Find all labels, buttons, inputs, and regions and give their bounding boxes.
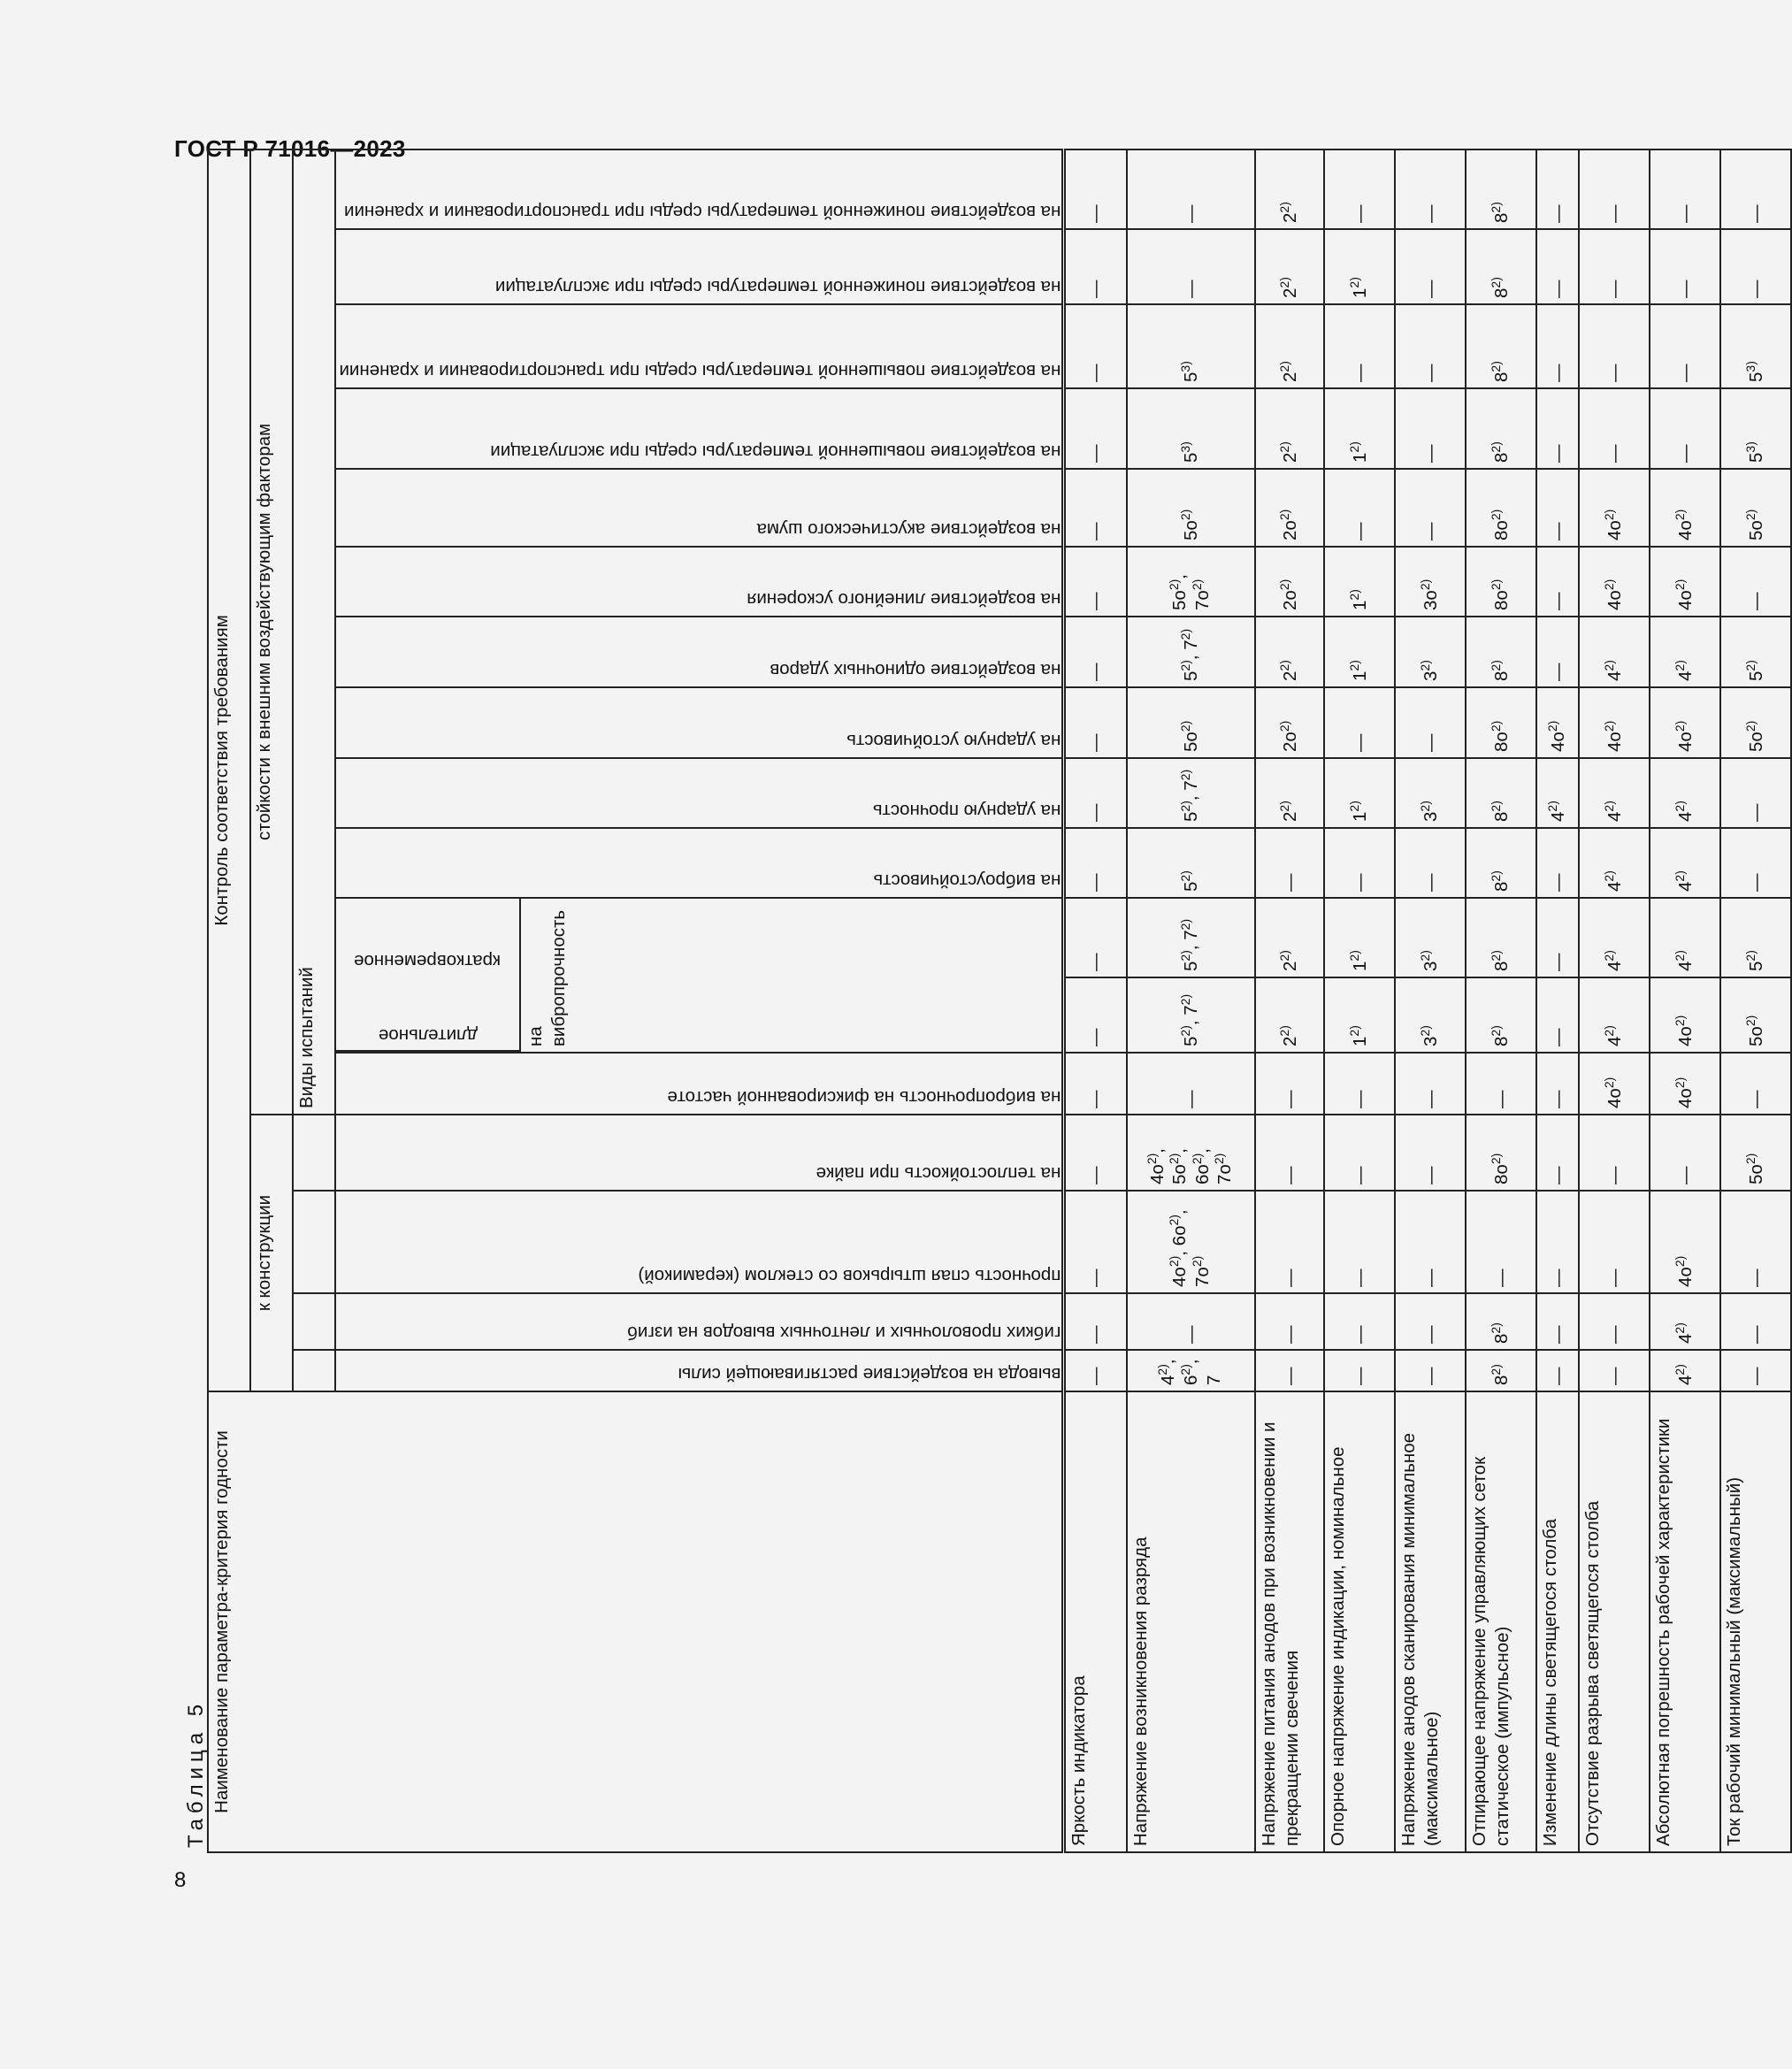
table-cell: — [1395,469,1466,547]
table-cell: 8$^{2)}$ [1466,977,1536,1053]
table-cell: 5$^{2)}$ [1127,828,1255,898]
table-cell: 1$^{2)}$ [1324,898,1395,977]
table-cell: — [1536,149,1579,229]
column-header: на вибропрочность на фиксированной частоте [335,1053,1063,1115]
column-header: на воздействие одиночных ударов [335,617,1063,687]
parameter-name: Абсолютная погрешность рабочей характеристики [1650,1391,1720,1852]
column-header: на ударную прочность [335,758,1063,828]
table-cell: — [1579,1191,1650,1293]
table-cell: — [1579,1350,1650,1391]
parameter-name: Напряжение анодов сканирования минимальное (максимальное) [1395,1391,1466,1852]
column-header: вывода на воздействие растягивающей силы [335,1350,1063,1391]
table-cell: — [1395,149,1466,229]
table-cell: — [1720,1293,1791,1350]
table-cell: 8$^{2)}$ [1466,828,1536,898]
table-cell: $4о^{2)}$ [1650,547,1720,617]
document-header: ГОСТ Р 71016—2023 [174,135,406,162]
table-cell: 4$^{2)}$ [1579,758,1650,828]
table-cell: — [1063,1115,1127,1191]
table-cell: 4$^{2)}$ [1650,898,1720,977]
parameter-name: Опорное напряжение индикации, номинальное [1324,1391,1395,1852]
table-cell: — [1720,1191,1791,1293]
table-cell: — [1395,1053,1466,1115]
table-row [1720,149,1791,1852]
table-cell: — [1579,149,1650,229]
table-cell: — [1579,1293,1650,1350]
vibration-long-header: длительное [336,976,519,1052]
rotated-table-container [207,201,1766,1853]
table-cell: 1$^{2)}$ [1324,388,1395,469]
table-cell: — [1536,547,1579,617]
column-header: на ударную устойчивость [335,687,1063,758]
table-cell: $4о^{2)}$ [1650,977,1720,1053]
table-cell: 3$^{2)}$ [1395,977,1466,1053]
table-row [1324,149,1395,1852]
parameter-name: Напряжение возникновения разряда [1127,1391,1255,1852]
table-cell: $4о^{2)}$, $5о^{2)}$, $6о^{2)}$, $7о^{2)}$ [1127,1115,1255,1191]
table-cell: 2$^{2)}$ [1255,388,1324,469]
table-cell: — [1650,149,1720,229]
construction-spacer [293,1350,335,1391]
table-cell: $2о^{2)}$ [1255,469,1324,547]
table-cell: — [1255,828,1324,898]
table-cell: — [1650,388,1720,469]
vibration-short-header: кратковременное [354,950,502,971]
table-cell: — [1127,1293,1255,1350]
table-cell: — [1536,388,1579,469]
construction-spacer [293,1191,335,1293]
table-cell: — [1063,617,1127,687]
table-cell: — [1720,149,1791,229]
table-cell: — [1536,1115,1579,1191]
table-cell: 2$^{2)}$ [1255,229,1324,304]
table-cell: — [1324,828,1395,898]
table-cell: 4$^{2)}$ [1650,1350,1720,1391]
table-cell: $5о^{2)}$ [1720,1115,1791,1191]
table-cell: 1$^{2)}$ [1324,617,1395,687]
table-cell: 4$^{2)}$ [1650,758,1720,828]
table-cell: — [1063,898,1127,977]
table-cell: 1$^{2)}$ [1324,977,1395,1053]
table-cell: — [1255,1053,1324,1115]
construction-spacer [293,1115,335,1191]
table-cell: — [1063,469,1127,547]
table-cell: — [1063,758,1127,828]
table-cell: — [1536,229,1579,304]
table-cell: — [1255,1115,1324,1191]
table-cell: 3$^{2)}$ [1395,898,1466,977]
column-header: на воздействие повышенной температуры среды при эксплуатации [335,388,1063,469]
table-cell: $5о^{2)}$, $7о^{2)}$ [1127,547,1255,617]
vibration-group-header [335,898,1063,1053]
table-cell: 8$^{2)}$ [1466,149,1536,229]
table-row [1579,149,1650,1852]
requirements-table [207,149,1792,1853]
page-number: 8 [174,1868,187,1892]
parameter-name: Изменение длины светящегося столба [1536,1391,1579,1852]
column-header: на виброустойчивость [335,828,1063,898]
table-cell: $4о^{2)}$ [1579,547,1650,617]
table-cell: — [1127,149,1255,229]
table-cell: — [1650,304,1720,388]
table-cell: 3$^{2)}$ [1395,617,1466,687]
table-cell: — [1063,687,1127,758]
table-cell: — [1395,1191,1466,1293]
table-cell: — [1063,304,1127,388]
table-cell: — [1579,304,1650,388]
table-cell: $8о^{2)}$ [1466,1115,1536,1191]
table-cell: $4о^{2)}$ [1579,687,1650,758]
table-cell: — [1395,828,1466,898]
table-cell: — [1536,828,1579,898]
table-cell: $4о^{2)}$ [1650,1191,1720,1293]
table-cell: $8о^{2)}$ [1466,469,1536,547]
table-cell: — [1324,469,1395,547]
table-cell: 5$^{2)}$, 7$^{2)}$ [1127,898,1255,977]
table-cell: $5о^{2)}$ [1720,469,1791,547]
column-header: на воздействие акустического шума [335,469,1063,547]
table-cell: — [1579,1115,1650,1191]
column-header: на теплостойкость при пайке [335,1115,1063,1191]
table-cell: — [1063,828,1127,898]
table-cell: — [1650,1115,1720,1191]
table-cell: — [1324,1053,1395,1115]
table-cell: — [1536,898,1579,977]
table-cell: — [1466,1191,1536,1293]
construction-header: к конструкции [250,1115,293,1391]
resistance-header: стойкости к внешним воздействующим факторам [250,149,293,1115]
table-row [1536,149,1579,1852]
table-cell: $2о^{2)}$ [1255,547,1324,617]
table-cell: — [1536,617,1579,687]
table-cell: — [1720,547,1791,617]
table-cell: — [1395,1350,1466,1391]
parameter-name: Напряжение питания анодов при возникновении и прекращении свечения [1255,1391,1324,1852]
parameter-name: Ток рабочий минимальный (максимальный) [1720,1391,1791,1852]
table-cell: 8$^{2)}$ [1466,1293,1536,1350]
table-cell: 5$^{2)}$, 7$^{2)}$ [1127,617,1255,687]
test-types-header: Виды испытаний [293,149,335,1115]
table-cell: 5$^{2)}$, 7$^{2)}$ [1127,977,1255,1053]
parameter-name: Отпирающее напряжение управляющих сеток статическое (импульсное) [1466,1391,1536,1852]
param-header: Наименование параметра-критерия годности [208,1391,1063,1852]
control-header: Контроль соответствия требованиям [208,149,250,1391]
table-cell: — [1536,304,1579,388]
table-cell: — [1395,1115,1466,1191]
table-cell: 8$^{2)}$ [1466,758,1536,828]
table-cell: — [1395,304,1466,388]
table-cell: $4о^{2)}$ [1650,469,1720,547]
table-cell: — [1255,1350,1324,1391]
column-header: прочность спая штырьков со стеклом (керамикой) [335,1191,1063,1293]
table-cell: $5о^{2)}$ [1720,687,1791,758]
table-cell: — [1324,1293,1395,1350]
column-header: на воздействие пониженной температуры среды при транспортировании и хранении [335,149,1063,229]
table-cell: 8$^{2)}$ [1466,304,1536,388]
table-cell: — [1579,229,1650,304]
table-row [1255,149,1324,1852]
column-header: на воздействие повышенной температуры среды при транспортировании и хранении [335,304,1063,388]
table-row [1127,149,1255,1852]
table-cell: 5$^{3)}$ [1127,388,1255,469]
table-cell: — [1063,1350,1127,1391]
table-cell: 1$^{2)}$ [1324,547,1395,617]
table-cell: — [1536,977,1579,1053]
column-header: на воздействие линейного ускорения [335,547,1063,617]
table-cell: — [1536,1350,1579,1391]
table-cell: — [1720,1350,1791,1391]
table-row [1466,149,1536,1852]
table-cell: $4о^{2)}$ [1579,1053,1650,1115]
table-row [1395,149,1466,1852]
table-cell: 8$^{2)}$ [1466,1350,1536,1391]
table-cell: 2$^{2)}$ [1255,977,1324,1053]
table-cell: 4$^{2)}$ [1579,617,1650,687]
table-cell: — [1720,1053,1791,1115]
table-cell: — [1063,1293,1127,1350]
table-cell: — [1063,149,1127,229]
table-cell: 8$^{2)}$ [1466,898,1536,977]
table-cell: $3о^{2)}$ [1395,547,1466,617]
table-cell: $8о^{2)}$ [1466,547,1536,617]
table-cell: — [1324,687,1395,758]
table-cell: — [1127,229,1255,304]
table-cell: — [1536,1053,1579,1115]
table-cell: $8о^{2)}$ [1466,687,1536,758]
table-cell: 4$^{2)}$ [1650,828,1720,898]
table-cell: 5$^{3)}$ [1720,304,1791,388]
table-cell: 4$^{2)}$ [1536,758,1579,828]
construction-spacer [293,1293,335,1350]
parameter-name: Яркость индикатора [1063,1391,1127,1852]
table-cell: — [1536,1293,1579,1350]
table-cell: — [1063,1053,1127,1115]
table-cell: — [1255,1191,1324,1293]
table-cell: — [1579,388,1650,469]
table-cell: $4о^{2)}$ [1650,1053,1720,1115]
table-cell: — [1063,977,1127,1053]
table-cell: 3$^{2)}$ [1395,758,1466,828]
table-cell: $4о^{2)}$ [1536,687,1579,758]
table-cell: 5$^{2)}$, 7$^{2)}$ [1127,758,1255,828]
table-cell: 2$^{2)}$ [1255,898,1324,977]
table-cell: 8$^{2)}$ [1466,388,1536,469]
table-cell: — [1720,229,1791,304]
table-cell: — [1324,149,1395,229]
table-cell: 5$^{3)}$ [1720,388,1791,469]
table-cell: — [1063,1191,1127,1293]
table-row [1650,149,1720,1852]
table-caption: Таблица 5 [184,1698,208,1848]
table-cell: 4$^{2)}$ [1650,1293,1720,1350]
table-cell: — [1324,1191,1395,1293]
table-cell: — [1536,1191,1579,1293]
table-cell: 2$^{2)}$ [1255,304,1324,388]
table-cell: 5$^{2)}$ [1720,617,1791,687]
table-cell: 2$^{2)}$ [1255,617,1324,687]
table-cell: 4$^{2)}$ [1650,617,1720,687]
table-cell: — [1395,1293,1466,1350]
table-cell: 8$^{2)}$ [1466,229,1536,304]
table-cell: — [1395,388,1466,469]
table-cell: $5о^{2)}$ [1127,469,1255,547]
vibration-group-label: на вибропрочность [519,899,650,1052]
table-cell: $2о^{2)}$ [1255,687,1324,758]
table-cell: — [1063,547,1127,617]
table-cell: 5$^{2)}$ [1720,898,1791,977]
table-cell: — [1127,1053,1255,1115]
table-cell: 1$^{2)}$ [1324,229,1395,304]
table-row [1063,149,1127,1852]
table-cell: — [1324,1350,1395,1391]
table-cell: 8$^{2)}$ [1466,617,1536,687]
table-cell: — [1395,229,1466,304]
table-cell: 2$^{2)}$ [1255,758,1324,828]
table-cell: — [1536,469,1579,547]
table-cell: — [1720,828,1791,898]
table-cell: 4$^{2)}$ [1579,977,1650,1053]
table-cell: — [1324,1115,1395,1191]
table-cell: 4$^{2)}$ [1579,898,1650,977]
table-cell: $5о^{2)}$ [1127,687,1255,758]
table-cell: — [1255,1293,1324,1350]
table-cell: $4о^{2)}$ [1579,469,1650,547]
table-cell: 4$^{2)}$ [1579,828,1650,898]
table-cell: 5$^{3)}$ [1127,304,1255,388]
table-cell: $4о^{2)}$, $6о^{2)}$, $7о^{2)}$ [1127,1191,1255,1293]
table-cell: — [1720,758,1791,828]
table-cell: 2$^{2)}$ [1255,149,1324,229]
table-cell: — [1063,229,1127,304]
table-cell: $4о^{2)}$ [1650,687,1720,758]
table-cell: 1$^{2)}$ [1324,758,1395,828]
column-header: на воздействие пониженной температуры среды при эксплуатации [335,229,1063,304]
table-cell: 4$^{2)}$, 6$^{2)}$, 7 [1127,1350,1255,1391]
table-cell: — [1466,1053,1536,1115]
parameter-name: Отсутствие разрыва светящегося столба [1579,1391,1650,1852]
column-header: гибких проволочных и ленточных выводов на изгиб [335,1293,1063,1350]
table-cell: — [1650,229,1720,304]
table-cell: $5о^{2)}$ [1720,977,1791,1053]
table-cell: — [1324,304,1395,388]
table-cell: — [1395,687,1466,758]
table-cell: — [1063,388,1127,469]
